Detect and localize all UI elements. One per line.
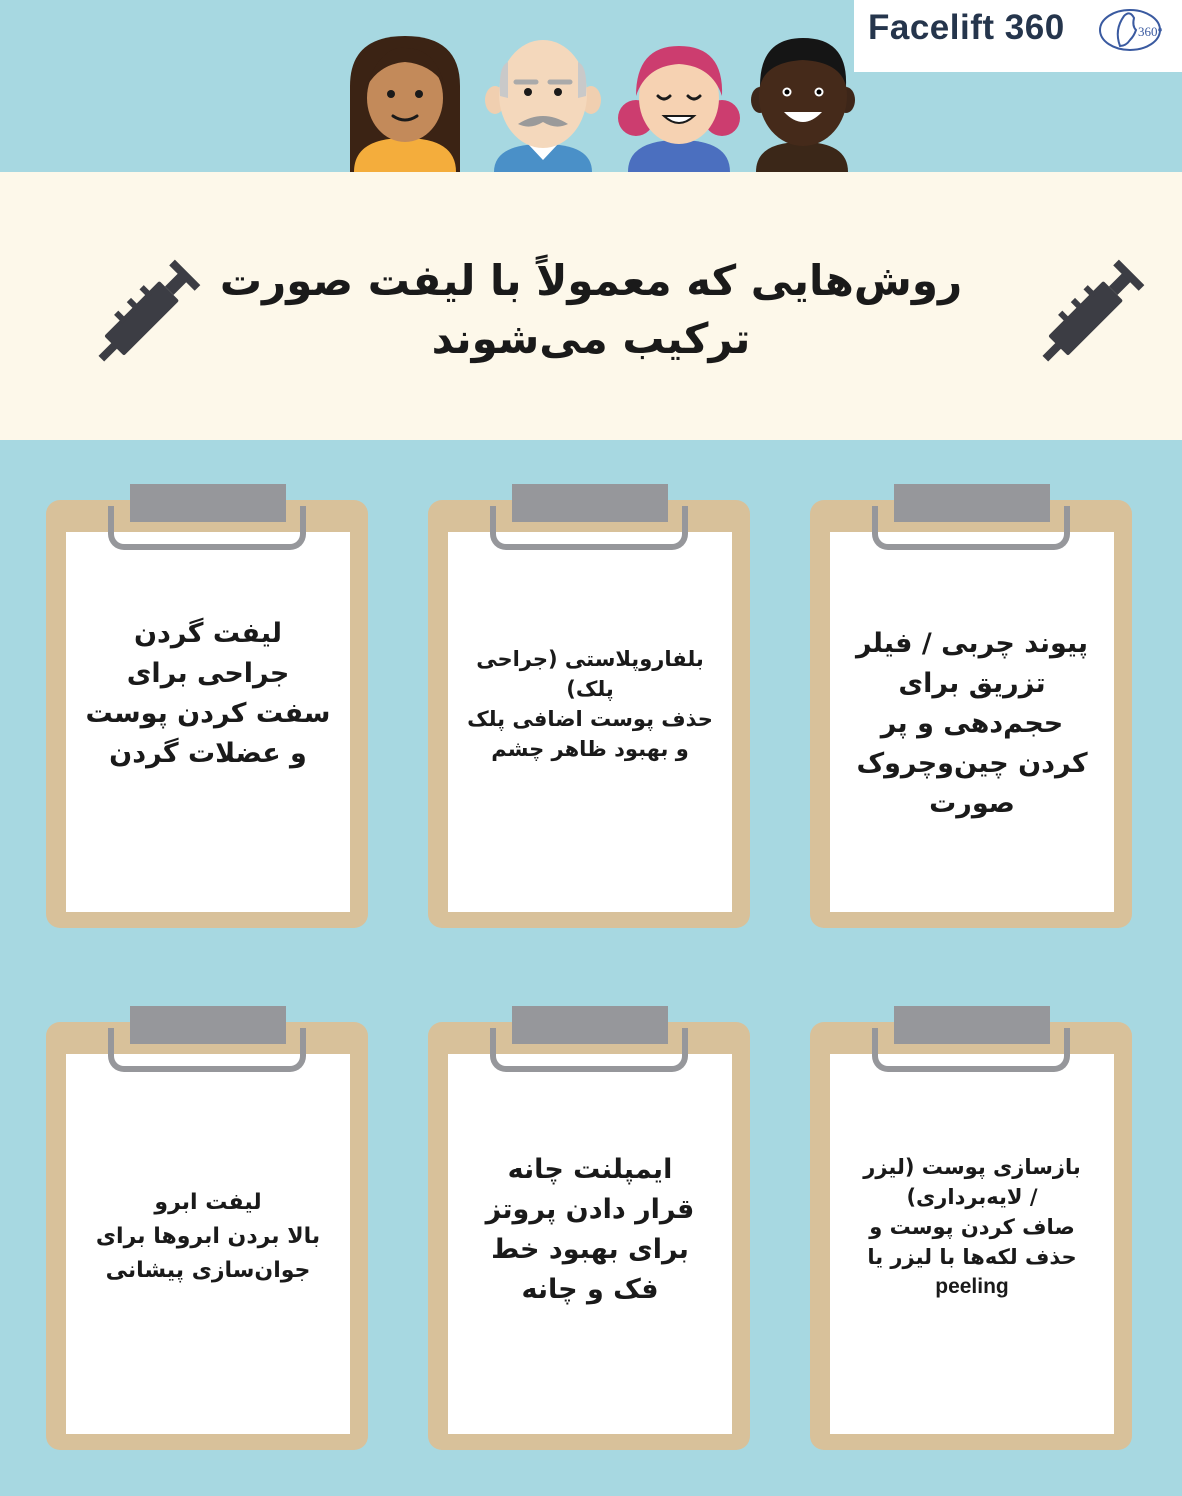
card-line: لیفت گردن <box>134 618 282 649</box>
header-band <box>0 0 1182 172</box>
person-woman-brown-hair-icon <box>350 36 460 172</box>
clipboard-card-neck-lift <box>46 484 368 930</box>
person-man-dark-skin-icon <box>751 38 855 172</box>
card-line: و عضلات گردن <box>109 738 307 769</box>
clip-bar <box>512 1006 668 1044</box>
clip-bar <box>894 1006 1050 1044</box>
person-old-man-icon <box>485 40 601 172</box>
card-line: فک و چانه <box>521 1274 659 1305</box>
card-line: صاف کردن پوست و <box>869 1215 1075 1239</box>
card-line: بازسازی پوست (لیزر <box>863 1155 1081 1179</box>
clip-bar <box>130 1006 286 1044</box>
card-text <box>458 1066 722 1426</box>
title-line-1: روش‌هایی که معمولاً با لیفت صورت <box>219 256 963 305</box>
card-line: لیفت ابرو <box>154 1190 262 1215</box>
card-line: سفت کردن پوست <box>85 698 331 729</box>
card-text <box>458 544 722 904</box>
clipboard-card-chin-implant <box>428 1006 750 1452</box>
brand-mark-label: 360° <box>1138 24 1163 39</box>
card-line: برای بهبود خط <box>491 1234 689 1265</box>
clip-bar <box>512 484 668 522</box>
card-line: / لایه‌برداری) <box>906 1185 1038 1209</box>
brand-name: Facelift 360 <box>868 8 1065 47</box>
card-line: تزریق برای <box>898 668 1046 699</box>
brand-logo <box>854 0 1182 72</box>
card-line: قرار دادن پروتز <box>485 1194 695 1225</box>
card-line: peeling <box>935 1275 1009 1298</box>
card-line: حذف لکه‌ها با لیزر یا <box>867 1245 1077 1269</box>
people-illustration <box>340 26 860 172</box>
card-text <box>840 1066 1104 1426</box>
card-line: حذف پوست اضافی پلک <box>467 707 713 731</box>
card-line: و بهبود ظاهر چشم <box>491 737 689 761</box>
title-banner <box>0 172 1182 440</box>
clipboard-card-fat-graft <box>810 484 1132 930</box>
card-line: حجم‌دهی و پر <box>880 708 1064 739</box>
card-text <box>76 544 340 904</box>
card-line: بلفاروپلاستی (جراحی <box>476 647 704 671</box>
profile-face-logo-icon <box>1094 4 1172 56</box>
card-line: پیوند چربی / فیلر <box>855 628 1089 659</box>
title-line-2: ترکیب می‌شوند <box>431 314 751 363</box>
syringe-icon <box>1022 242 1162 382</box>
card-line: جراحی برای <box>126 658 290 689</box>
card-text <box>840 544 1104 904</box>
clipboard-card-resurfacing <box>810 1006 1132 1452</box>
syringe-icon <box>78 242 218 382</box>
clip-bar <box>130 484 286 522</box>
card-line: کردن چین‌وچروک <box>856 748 1088 779</box>
card-line: صورت <box>929 788 1015 819</box>
clipboard-card-blepharoplasty <box>428 484 750 930</box>
card-line: بالا بردن ابروها برای <box>95 1224 321 1249</box>
card-line: جوان‌سازی پیشانی <box>105 1258 311 1283</box>
card-line: ایمپلنت چانه <box>507 1154 673 1185</box>
clip-bar <box>894 484 1050 522</box>
card-line: پلک) <box>566 677 614 701</box>
card-text <box>76 1066 340 1426</box>
clipboard-card-brow-lift <box>46 1006 368 1452</box>
person-woman-pink-hair-icon <box>618 46 740 172</box>
page-title <box>200 252 982 368</box>
